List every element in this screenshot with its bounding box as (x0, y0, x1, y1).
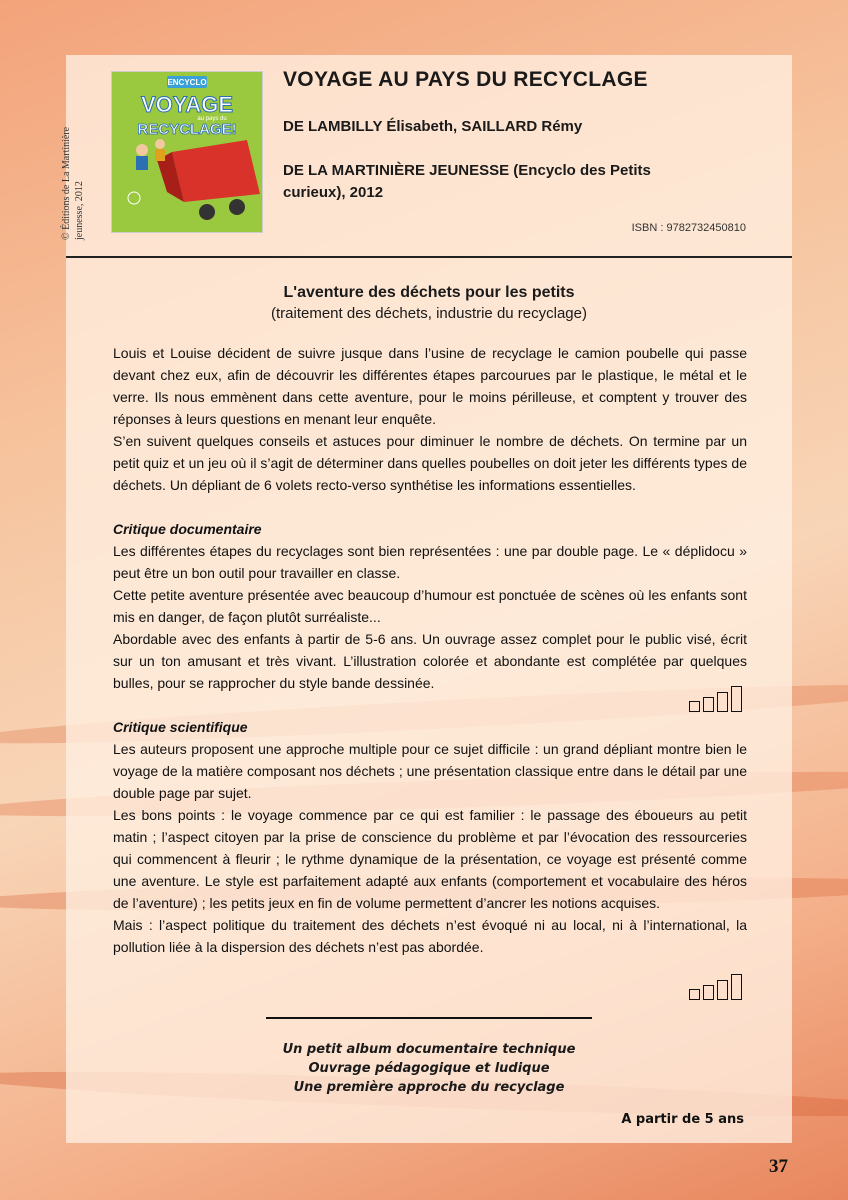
rating-box (689, 989, 700, 1000)
summary-paragraph: Louis et Louise décident de suivre jusque dans l’usine de recyclage le camion poubelle qui passe devant chez eux, afin de découvrir les différentes étapes parcourues par le plastique, le métal et le verre. Ils nous emmènent dans cette aventure, pour le moins périlleuse, et comptent y trouver des réponses à leurs questions en menant leur enquête. (113, 345, 747, 427)
verdict-line: Ouvrage pédagogique et ludique (308, 1061, 550, 1076)
image-credit (60, 90, 86, 240)
cover-title-1: VOYAGE (140, 92, 234, 117)
rating-box (731, 686, 742, 712)
book-publisher: DE LA MARTINIÈRE JEUNESSE (Encyclo des Petits curieux), 2012 (283, 162, 651, 201)
book-authors: DE LAMBILLY Élisabeth, SAILLARD Rémy (283, 118, 583, 135)
rating-box (703, 985, 714, 1000)
rating-box (717, 692, 728, 712)
critique-scientifique-section (113, 716, 747, 958)
credit-line: © Éditions de La Martinière (61, 126, 72, 240)
book-isbn: ISBN : 9782732450810 (631, 222, 746, 234)
rating-box (689, 701, 700, 712)
book-cover (111, 71, 263, 233)
rating-documentaire (689, 686, 742, 712)
critique-paragraph: Les auteurs proposent une approche multiple pour ce sujet difficile : un grand dépliant montre bien le voyage de la matière composant nos déchets ; une présentation classique entre dans le détail par une double page par sujet. (113, 741, 747, 801)
cover-title-2: RECYCLAGE! (137, 121, 237, 138)
rating-box (731, 974, 742, 1000)
critique-paragraph: Mais : l’aspect politique du traitement des déchets n’est évoqué ni au local, ni à l’international, la pollution liée à la dispersion des déchets n’est pas abordée. (113, 917, 747, 955)
cover-title-small: au pays du (197, 116, 227, 122)
review-topics: (traitement des déchets, industrie du recyclage) (271, 305, 587, 322)
rating-box (717, 980, 728, 1000)
review-subtitle: L'aventure des déchets pour les petits (283, 284, 575, 301)
critique-documentaire-section (113, 518, 747, 694)
book-title: VOYAGE AU PAYS DU RECYCLAGE (283, 68, 648, 91)
summary-paragraph: S’en suivent quelques conseils et astuces pour diminuer le nombre de déchets. On termine par un petit quiz et un jeu où il s’agit de déterminer dans quelles poubelles on doit jeter les différents types de déchets. Un dépliant de 6 volets recto-verso synthétise les informations essentielles. (113, 433, 747, 493)
summary-section (113, 342, 747, 496)
critique-paragraph: Les différentes étapes du recyclages sont bien représentées : une par double page. Le « déplidocu » peut être un bon outil pour travailler en classe. (113, 543, 747, 581)
critique-paragraph: Cette petite aventure présentée avec beaucoup d’humour est ponctuée de scènes où les enfants sont mis en danger, de façon plutôt surréaliste... (113, 587, 747, 625)
verdict (66, 1040, 792, 1097)
critique-paragraph: Abordable avec des enfants à partir de 5-6 ans. Un ouvrage assez complet pour le public visé, écrit sur un ton amusant et très vivant. L’illustration colorée et abondante est complétée par quelques bulles, pour se rapprocher du style bande dessinée. (113, 631, 747, 691)
verdict-line: Un petit album documentaire technique (282, 1042, 576, 1057)
verdict-line: Une première approche du recyclage (293, 1080, 565, 1095)
credit-line: jeunesse, 2012 (74, 181, 85, 240)
critique-scientifique-heading: Critique scientifique (113, 719, 248, 735)
rating-scientifique (689, 974, 742, 1000)
cover-illustration (112, 72, 262, 232)
section-divider (266, 1017, 592, 1019)
critique-documentaire-heading: Critique documentaire (113, 521, 262, 537)
age-recommendation: A partir de 5 ans (621, 1112, 744, 1127)
header-divider (66, 256, 792, 258)
critique-paragraph: Les bons points : le voyage commence par ce qui est familier : le passage des éboueurs au petit matin ; l’aspect citoyen par la prise de conscience du problème et par l’évocation des ressourceries qui commencent à fleurir ; le rythme dynamique de la présentation, ce voyage est présenté comme une aventure. Le style est parfaitement adapté aux enfants (comportement et vocabulaire des héros de l’aventure) ; les petits jeux en fin de volume permettent d’ancrer les notions acquises. (113, 807, 747, 911)
cover-series: ENCYCLO (167, 78, 207, 87)
rating-box (703, 697, 714, 712)
page-number: 37 (769, 1156, 788, 1177)
